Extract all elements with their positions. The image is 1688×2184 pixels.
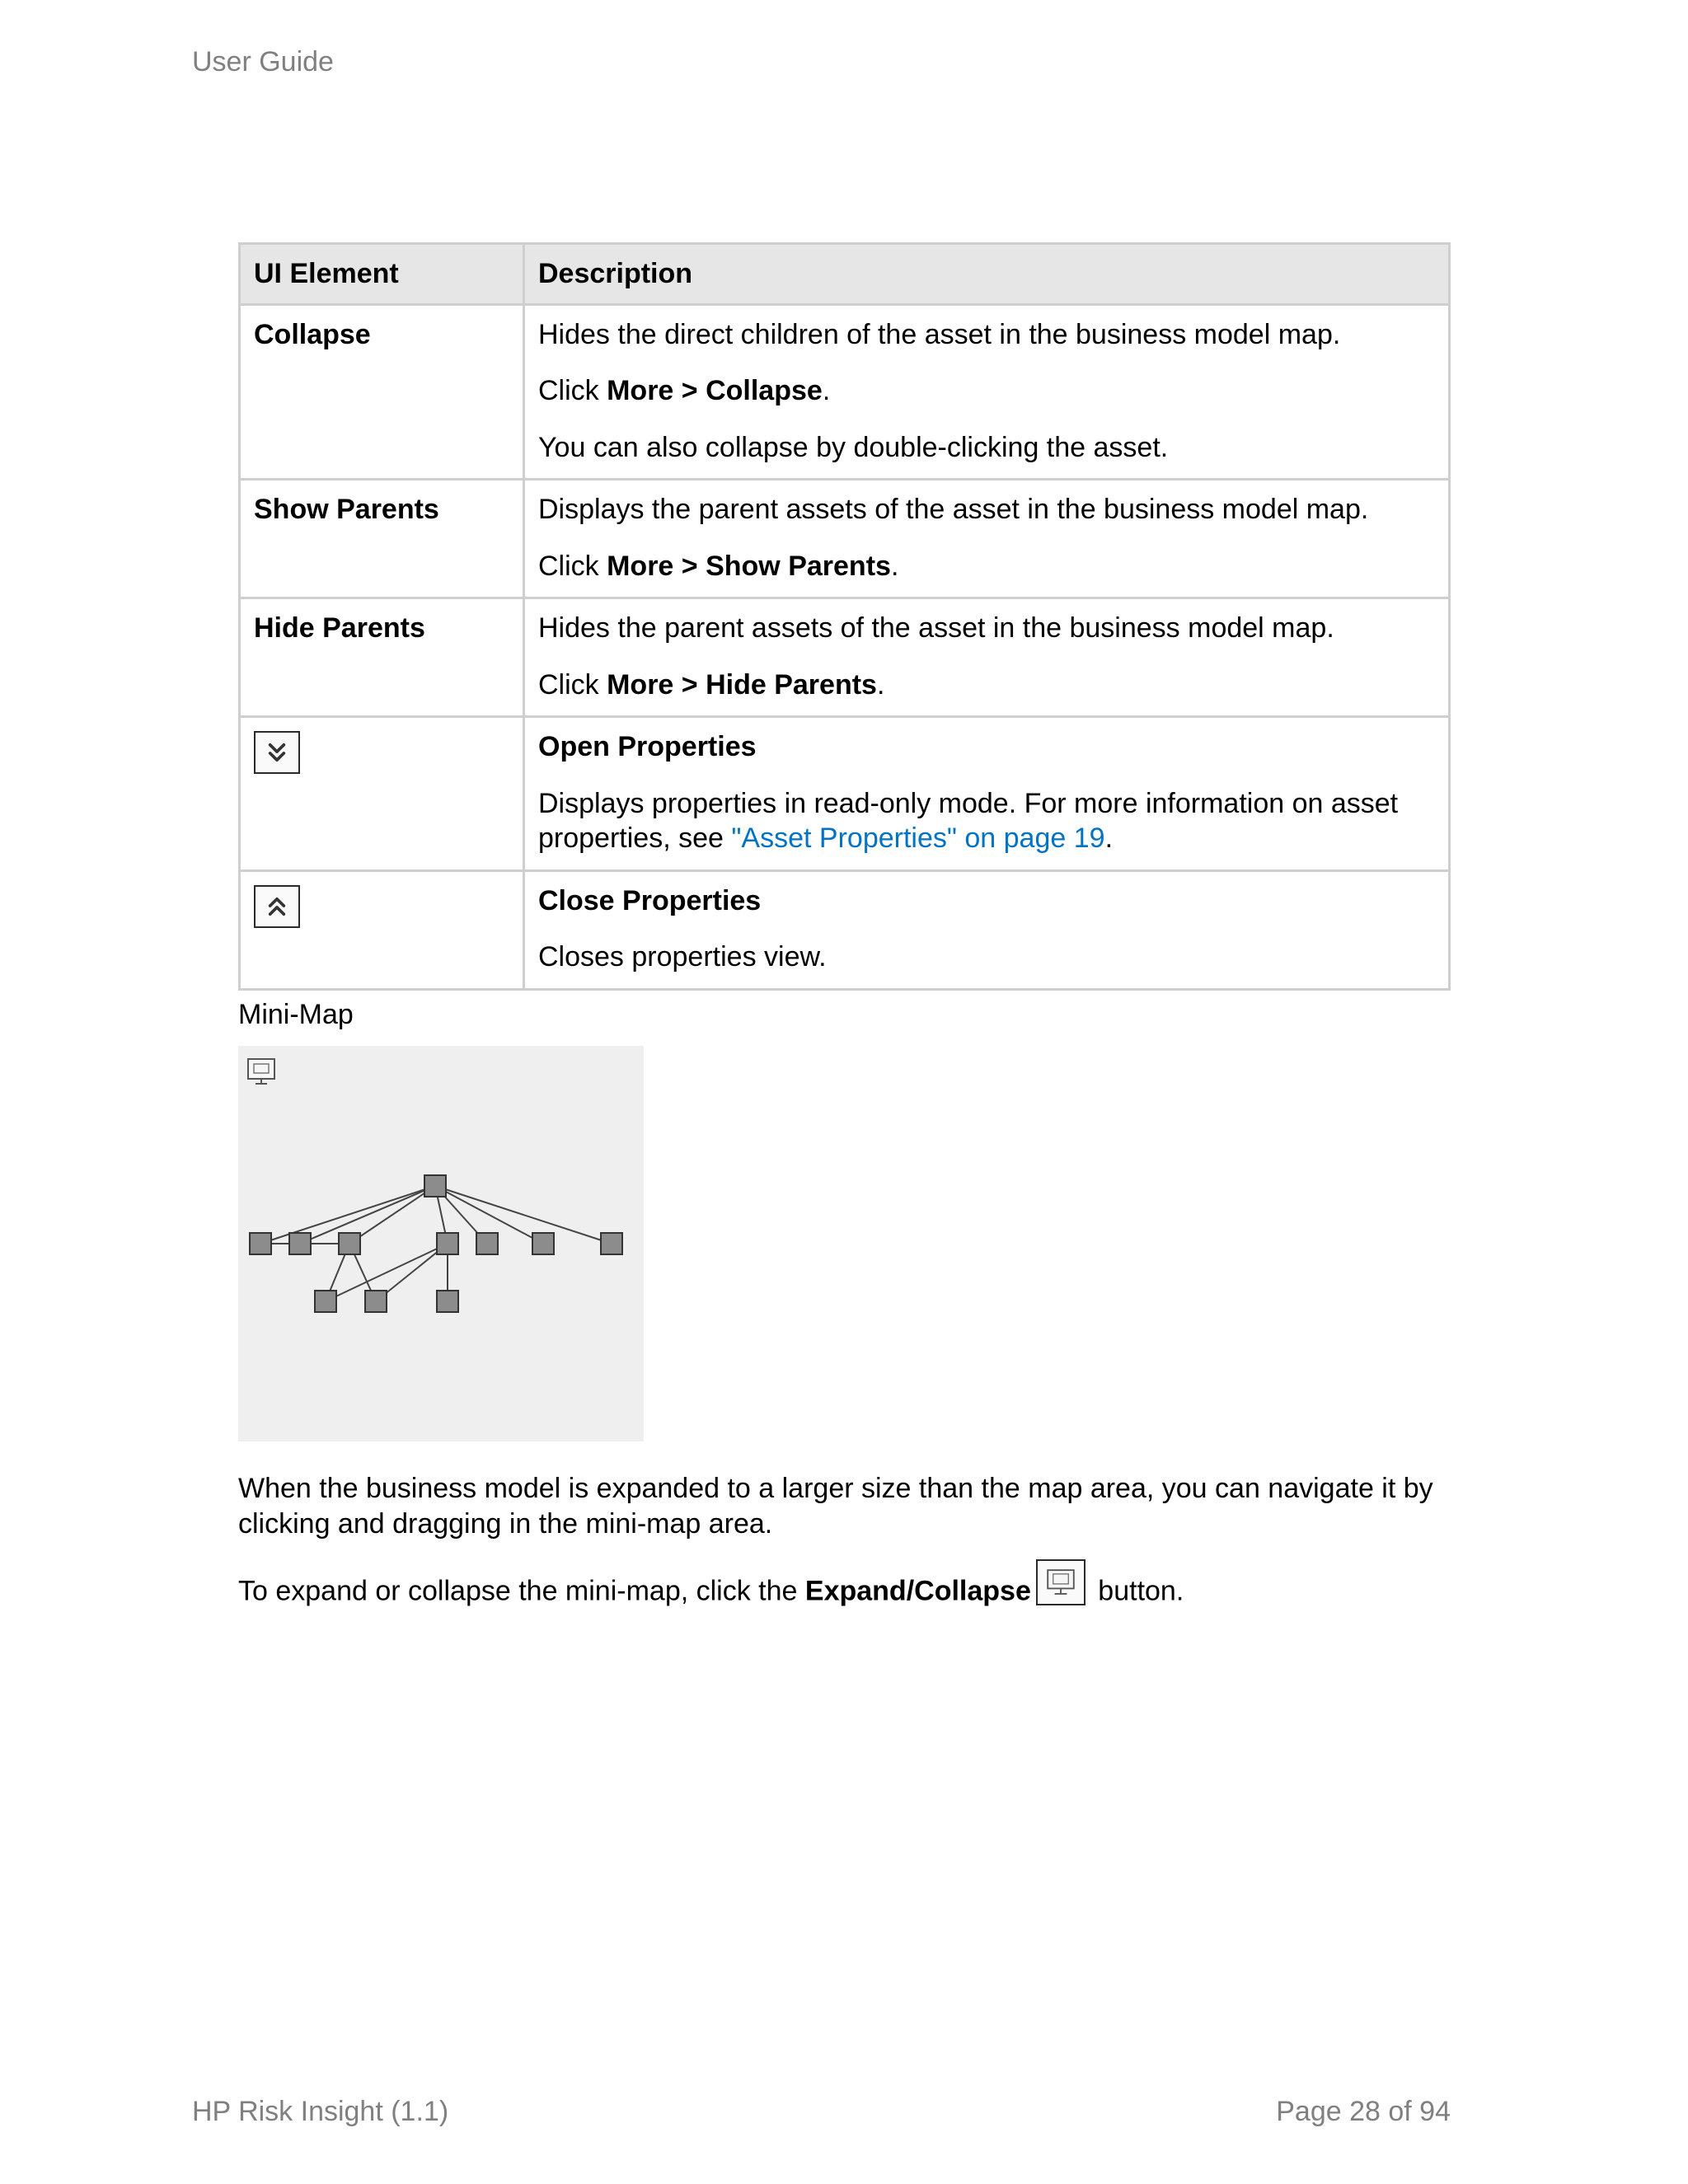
double-chevron-up-icon <box>254 885 300 928</box>
ui-elements-table <box>238 242 1451 991</box>
description-text: Closes properties view. <box>538 941 827 972</box>
mini-map-label: Mini-Map <box>238 999 354 1030</box>
footer-product: HP Risk Insight (1.1) <box>192 2096 449 2127</box>
description-text <box>538 786 1435 856</box>
menu-path: More > Collapse <box>607 375 823 406</box>
table-row-close-properties <box>240 870 1450 989</box>
element-title: Open Properties <box>538 731 757 762</box>
instruction-suffix: button. <box>1090 1575 1184 1607</box>
map-node <box>476 1233 498 1254</box>
map-node <box>289 1233 311 1254</box>
click-suffix: . <box>876 668 885 701</box>
click-prefix: Click <box>538 550 607 582</box>
monitor-icon[interactable] <box>248 1059 274 1084</box>
click-prefix: Click <box>538 668 607 701</box>
click-suffix: . <box>890 550 899 582</box>
double-chevron-down-icon <box>254 731 300 774</box>
ui-element-icon-cell <box>240 717 524 871</box>
ui-element-icon-cell <box>240 870 524 989</box>
map-node <box>315 1291 336 1312</box>
table-row-hide-parents <box>240 598 1450 717</box>
map-node <box>437 1233 458 1254</box>
description-cell <box>524 304 1450 480</box>
map-node <box>339 1233 360 1254</box>
menu-path: More > Hide Parents <box>607 668 877 701</box>
page-header-title: User Guide <box>192 46 334 77</box>
description-suffix: . <box>1104 823 1114 854</box>
description-text: Hides the direct children of the asset in the business model map. <box>538 318 1341 350</box>
table-row-show-parents <box>240 480 1450 598</box>
click-instruction <box>538 668 1435 703</box>
description-text: Displays the parent assets of the asset in the business model map. <box>538 494 1369 525</box>
map-node <box>250 1233 271 1254</box>
expand-collapse-instruction <box>238 1563 1458 1609</box>
table-row-collapse <box>240 304 1450 480</box>
description-cell <box>524 598 1450 717</box>
click-suffix: . <box>822 375 831 406</box>
mini-map-navigation-text: When the business model is expanded to a larger size than the map area, you can navigate it by clicking and dragging in the mini-map area. <box>238 1473 1433 1540</box>
map-node <box>601 1233 622 1254</box>
map-node <box>532 1233 554 1254</box>
table-row-open-properties <box>240 717 1450 871</box>
description-cell <box>524 870 1450 989</box>
ui-element-name: Collapse <box>240 304 524 480</box>
element-title: Close Properties <box>538 884 762 916</box>
description-note: You can also collapse by double-clicking the asset. <box>538 431 1169 463</box>
click-instruction <box>538 549 1435 584</box>
column-header-description: Description <box>524 244 1450 305</box>
map-node-root <box>424 1175 446 1197</box>
instruction-prefix: To expand or collapse the mini-map, click the <box>238 1575 805 1607</box>
description-cell <box>524 717 1450 871</box>
map-node <box>437 1291 458 1312</box>
expand-collapse-label: Expand/Collapse <box>804 1575 1031 1607</box>
table-header-row <box>240 244 1450 305</box>
monitor-icon <box>1036 1559 1085 1605</box>
asset-properties-link[interactable]: "Asset Properties" on page 19 <box>731 823 1105 854</box>
click-prefix: Click <box>538 375 607 406</box>
ui-element-name: Hide Parents <box>240 598 524 717</box>
mini-map-panel[interactable] <box>238 1046 644 1441</box>
click-instruction <box>538 373 1435 409</box>
mini-map-diagram <box>238 1046 644 1441</box>
description-cell <box>524 480 1450 598</box>
description-text: Hides the parent assets of the asset in the business model map. <box>538 612 1334 644</box>
description-prefix: Displays properties in read-only mode. For more information on asset properties, see <box>538 787 1399 854</box>
column-header-ui-element: UI Element <box>240 244 524 305</box>
ui-element-name: Show Parents <box>240 480 524 598</box>
map-node <box>365 1291 387 1312</box>
mini-map-nodes <box>250 1175 622 1312</box>
menu-path: More > Show Parents <box>607 550 891 582</box>
footer-page-number: Page 28 of 94 <box>1276 2096 1451 2127</box>
